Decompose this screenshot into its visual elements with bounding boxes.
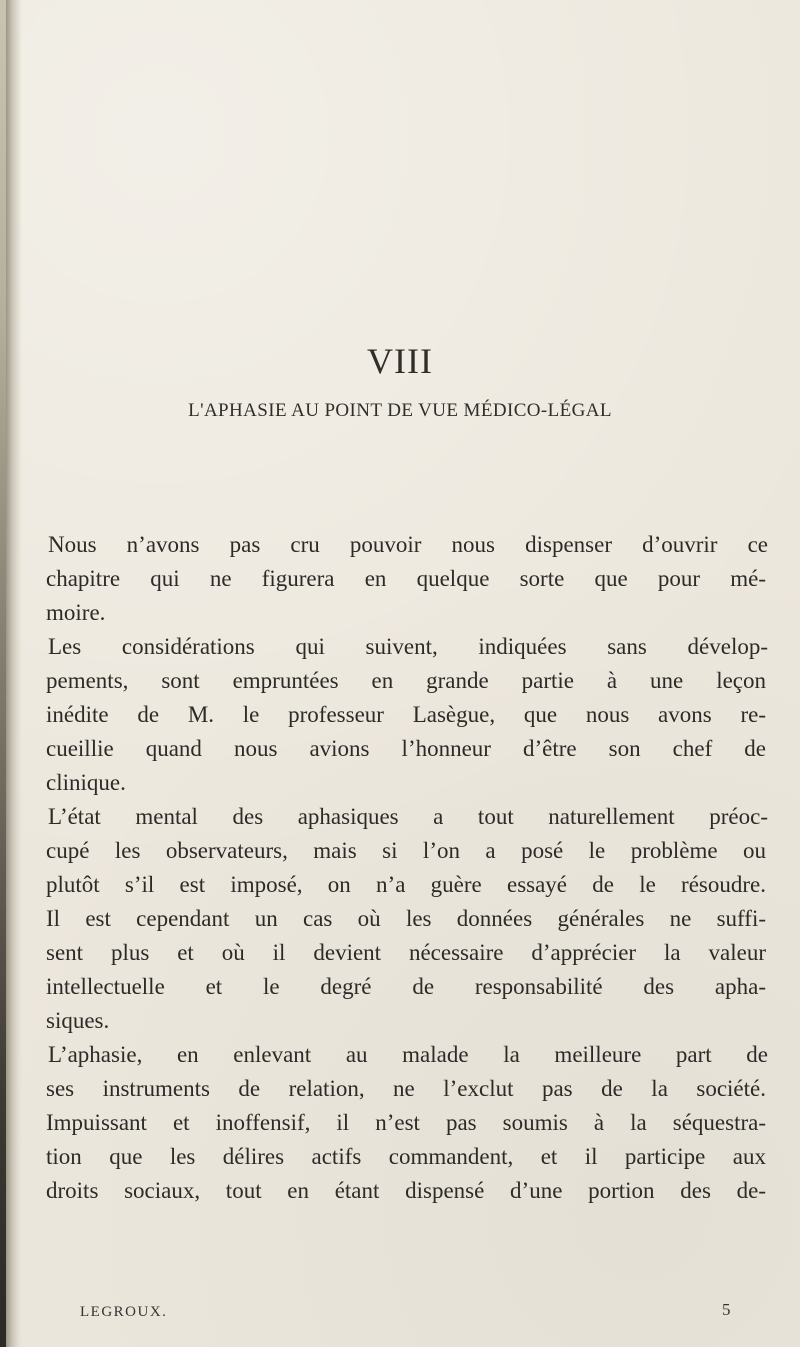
text-line: inédite de M. le professeur Lasègue, que nous avons re-	[46, 702, 766, 727]
text-line: plutôt s’il est imposé, on n’a guère essayé de le résoudre.	[46, 872, 766, 897]
text-line: chapitre qui ne figurera en quelque sorte que pour mé-	[46, 566, 766, 591]
chapter-title: L'APHASIE AU POINT DE VUE MÉDICO-LÉGAL	[188, 400, 612, 421]
sheet-number: 5	[722, 1300, 731, 1319]
text-line: Les considérations qui suivent, indiquées sans dévelop-	[48, 634, 768, 659]
chapter-number: VIII	[367, 341, 433, 381]
text-line: sent plus et où il devient nécessaire d’apprécier la valeur	[46, 940, 766, 965]
text-line: Il est cependant un cas où les données générales ne suffi-	[46, 906, 766, 931]
text-line: cueillie quand nous avions l’honneur d’être son chef de	[46, 736, 766, 761]
text-line: cupé les observateurs, mais si l’on a posé le problème ou	[46, 838, 766, 863]
text-line: intellectuelle et le degré de responsabilité des apha-	[46, 974, 766, 999]
text-line: clinique.	[46, 770, 126, 795]
page-binding-edge	[0, 0, 6, 1347]
text-line: pements, sont empruntées en grande partie à une leçon	[46, 668, 766, 693]
text-line: droits sociaux, tout en étant dispensé d’une portion des de-	[46, 1178, 766, 1203]
signature-mark: LEGROUX.	[80, 1304, 168, 1320]
text-line: siques.	[46, 1008, 110, 1033]
text-line: L’état mental des aphasiques a tout naturellement préoc-	[48, 804, 768, 829]
text-line: Impuissant et inoffensif, il n’est pas soumis à la séquestra-	[46, 1110, 766, 1135]
text-line: L’aphasie, en enlevant au malade la meilleure part de	[48, 1042, 768, 1067]
text-line: tion que les délires actifs commandent, et il participe aux	[46, 1144, 766, 1169]
text-line: ses instruments de relation, ne l’exclut pas de la société.	[46, 1076, 766, 1101]
text-line: moire.	[46, 600, 106, 625]
text-line: Nous n’avons pas cru pouvoir nous dispenser d’ouvrir ce	[48, 532, 768, 557]
